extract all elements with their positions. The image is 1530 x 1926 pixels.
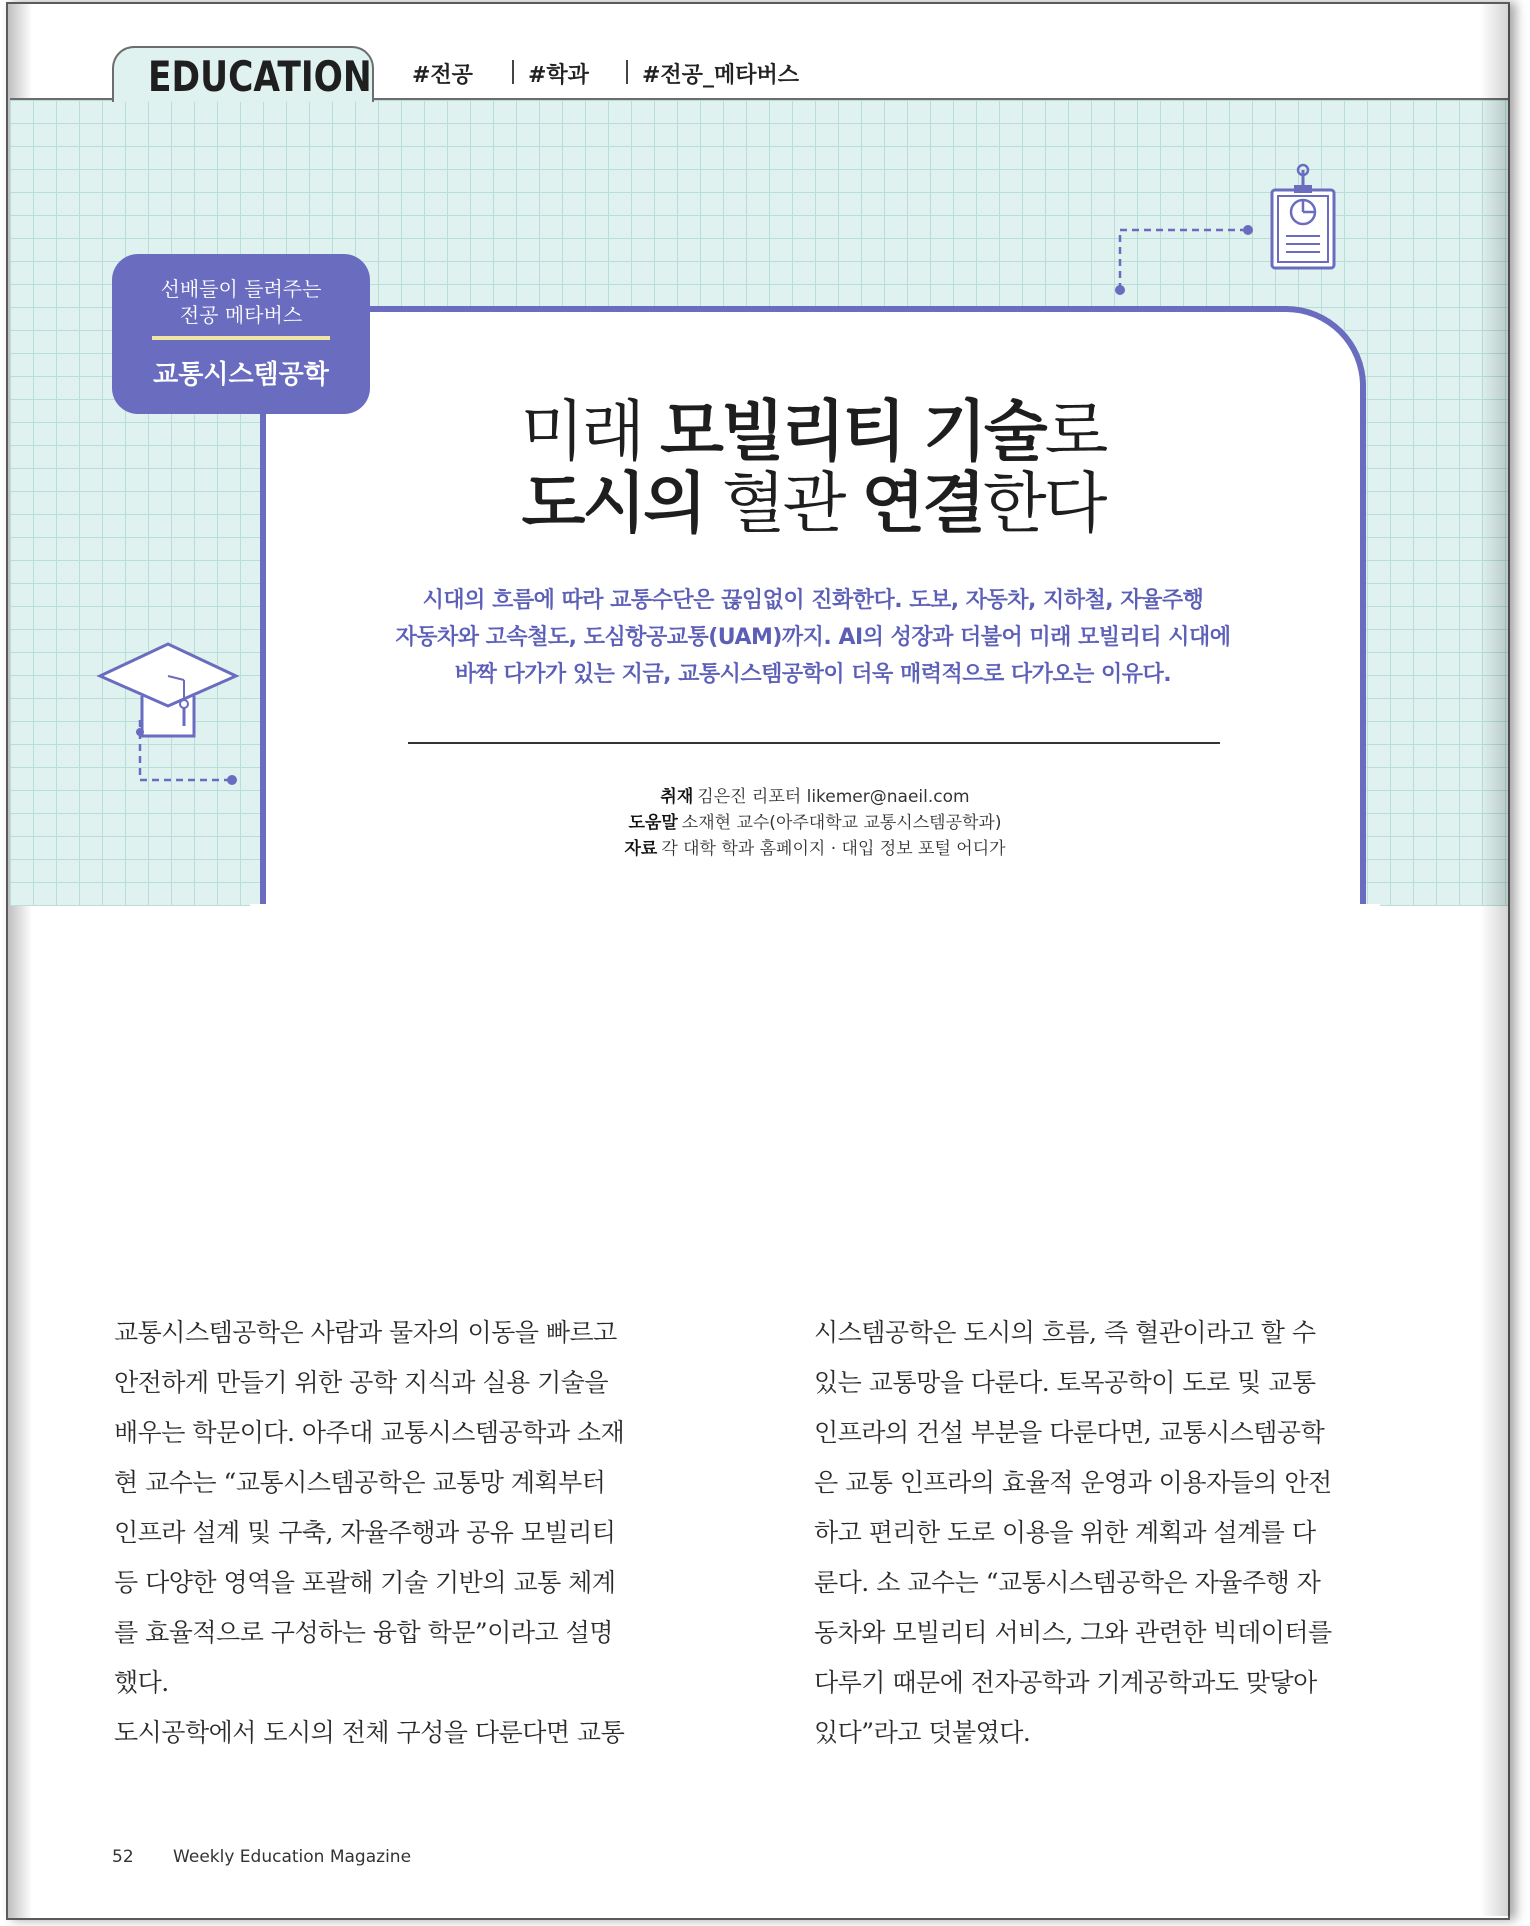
- divider-rule: [408, 742, 1220, 744]
- credit-label: 도움말: [628, 813, 678, 833]
- body-line: 은 교통 인프라의 효율적 운영과 이용자들의 안전: [814, 1468, 1332, 1497]
- body-line: 시스템공학은 도시의 흐름, 즉 혈관이라고 할 수: [814, 1318, 1316, 1347]
- body-line: 다루기 때문에 전자공학과 기계공학과도 맞닿아: [814, 1668, 1317, 1697]
- headline-line1: [260, 393, 1366, 470]
- credit-source: [400, 836, 1230, 862]
- body-line: 있는 교통망을 다룬다. 토목공학이 도로 및 교통: [814, 1368, 1316, 1397]
- body-line: 인프라 설계 및 구축, 자율주행과 공유 모빌리티: [114, 1518, 616, 1547]
- headline-part: 미래: [520, 393, 661, 470]
- body-line: 를 효율적으로 구성하는 융합 학문”이라고 설명: [114, 1618, 613, 1647]
- lede-line: 바짝 다가가 있는 지금, 교통시스템공학이 더욱 매력적으로 다가오는 이유다.: [454, 662, 1172, 687]
- article-lede: [340, 582, 1286, 693]
- headline-line2: [260, 465, 1366, 542]
- body-column-right: [814, 1308, 1374, 1758]
- credit-advisor: [400, 810, 1230, 836]
- headline-part: 혈관: [703, 465, 862, 542]
- tag-major: #전공: [412, 63, 473, 88]
- body-line: 안전하게 만들기 위한 공학 지식과 실용 기술을: [114, 1368, 609, 1397]
- lede-line: 시대의 흐름에 따라 교통수단은 끊임없이 진화한다. 도보, 자동차, 지하철, 자율주행: [422, 588, 1204, 613]
- body-column-left: [114, 1308, 674, 1758]
- headline-part: 연결: [861, 465, 983, 542]
- body-line: 하고 편리한 도로 이용을 위한 계획과 설계를 다: [814, 1518, 1316, 1547]
- body-line: 등 다양한 영역을 포괄해 기술 기반의 교통 체계: [114, 1568, 616, 1597]
- headline-part: 모빌리티 기술: [660, 393, 1045, 470]
- graduation-cap-icon: [96, 636, 256, 796]
- body-line: 룬다. 소 교수는 “교통시스템공학은 자율주행 자: [814, 1568, 1321, 1597]
- headline-part: 도시의: [521, 465, 704, 542]
- headline-part: 로: [1044, 393, 1106, 470]
- clipboard-chart-icon: [1100, 160, 1340, 300]
- body-line: 인프라의 건설 부분을 다룬다면, 교통시스템공학: [814, 1418, 1325, 1447]
- credit-label: 자료: [624, 839, 658, 859]
- credit-label: 취재: [660, 787, 694, 807]
- body-line: 현 교수는 “교통시스템공학은 교통망 계획부터: [114, 1468, 606, 1497]
- tag-divider: [626, 60, 628, 84]
- article-headline: [260, 393, 1366, 542]
- lede-line: 자동차와 고속철도, 도심항공교통(UAM)까지. AI의 성장과 더불어 미래 모빌리티 시대에: [395, 625, 1231, 650]
- body-line: 교통시스템공학은 사람과 물자의 이동을 빠르고: [114, 1318, 617, 1347]
- page-number: 52: [112, 1847, 134, 1867]
- card-base: [250, 904, 1380, 964]
- tag-divider: [512, 60, 514, 84]
- badge-major-title: 교통시스템공학: [153, 360, 329, 390]
- badge-subtitle-line2: 전공 메타버스: [179, 303, 303, 327]
- page-edge-shadow: [1480, 4, 1510, 1916]
- magazine-name: Weekly Education Magazine: [173, 1847, 412, 1867]
- body-line: 동차와 모빌리티 서비스, 그와 관련한 빅데이터를: [814, 1618, 1332, 1647]
- body-line: 있다”라고 덧붙였다.: [814, 1718, 1031, 1747]
- series-badge: [112, 254, 370, 414]
- badge-subtitle-line1: 선배들이 들려주는: [160, 277, 322, 301]
- credit-value: 김은진 리포터 likemer@naeil.com: [697, 787, 970, 807]
- page-footer: [112, 1847, 411, 1867]
- body-line: 했다.: [114, 1668, 169, 1697]
- body-line: 도시공학에서 도시의 전체 구성을 다룬다면 교통: [114, 1718, 625, 1747]
- tag-department: #학과: [528, 63, 589, 88]
- article-credits: [400, 784, 1230, 862]
- section-label: EDUCATION: [148, 52, 372, 101]
- credit-value: 소재현 교수(아주대학교 교통시스템공학과): [681, 813, 1002, 833]
- badge-divider: [152, 336, 330, 340]
- tag-major-metaverse: #전공_메타버스: [642, 63, 799, 88]
- credit-reporter: [400, 784, 1230, 810]
- headline-part: 한다: [982, 465, 1105, 542]
- body-line: 배우는 학문이다. 아주대 교통시스템공학과 소재: [114, 1418, 625, 1447]
- credit-value: 각 대학 학과 홈페이지 · 대입 정보 포털 어디가: [661, 839, 1006, 859]
